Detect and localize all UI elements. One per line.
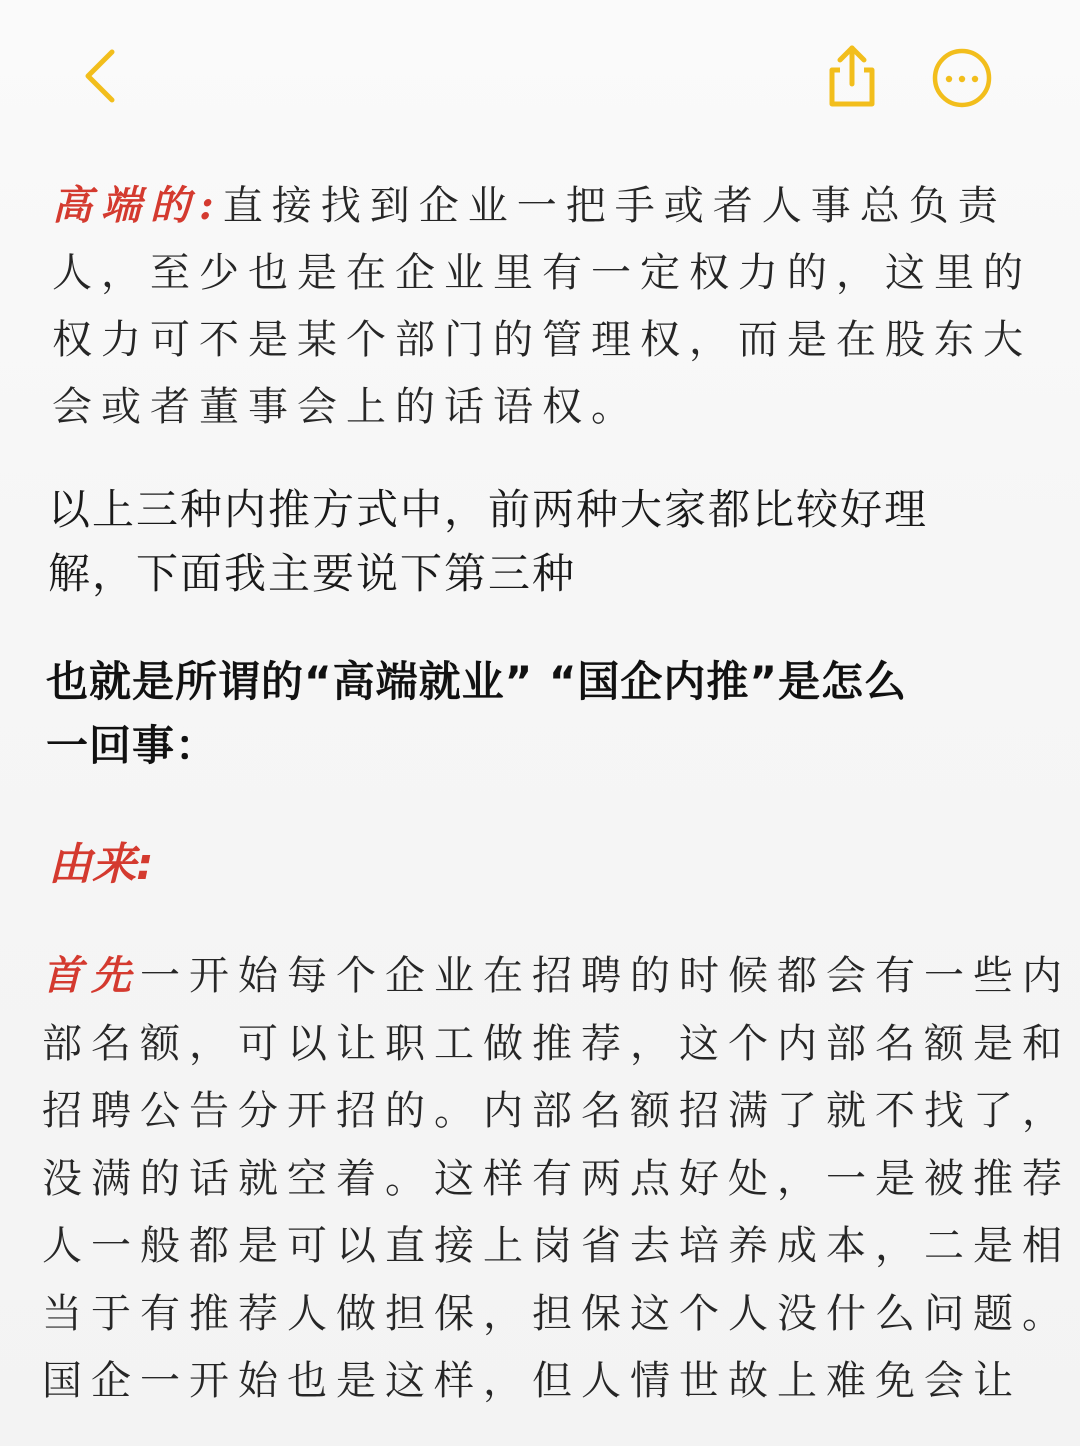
share-icon bbox=[820, 40, 884, 110]
paragraph-summary bbox=[48, 478, 928, 606]
paragraph-line: 人，至少也是在企业里有一定权力的，这里的 bbox=[52, 250, 1032, 296]
paragraph-line: 也就是所谓的“高端就业” “国企内推”是怎么 bbox=[46, 657, 908, 706]
paragraph-line: 人一般都是可以直接上岗省去培养成本，二是相 bbox=[42, 1223, 1071, 1269]
paragraph-origin bbox=[42, 942, 1071, 1416]
more-horizontal-icon bbox=[930, 46, 994, 110]
line-text: 一开始每个企业在招聘的时候都会有一些内 bbox=[140, 953, 1071, 999]
more-button[interactable] bbox=[930, 46, 994, 110]
paragraph-line: 会或者董事会上的话语权。 bbox=[52, 384, 640, 430]
paragraph-bold-question bbox=[46, 650, 907, 778]
chevron-left-icon bbox=[72, 40, 132, 110]
paragraph-line: 招聘公告分开招的。内部名额招满了就不找了， bbox=[42, 1088, 1071, 1134]
section-heading-origin: 由来: bbox=[48, 839, 154, 890]
paragraph-line bbox=[42, 942, 1071, 1011]
paragraph-line: 解，下面我主要说下第三种 bbox=[48, 549, 577, 598]
paragraph-line: 没满的话就空着。这样有两点好处，一是被推荐 bbox=[42, 1155, 1071, 1202]
paragraph-line: 权力可不是某个部门的管理权，而是在股东大 bbox=[52, 317, 1032, 363]
paragraph-line: 以上三种内推方式中，前两种大家都比较好理 bbox=[48, 485, 929, 534]
share-button[interactable] bbox=[820, 40, 884, 110]
paragraph-line: 国企一开始也是这样，但人情世故上难免会让 bbox=[42, 1358, 1022, 1404]
line-text: 直接找到企业一把手或者人事总负责 bbox=[222, 183, 1007, 229]
paragraph-line: 一回事： bbox=[46, 721, 219, 770]
highlight-label: 高端的: bbox=[52, 182, 223, 229]
paragraph-high-end bbox=[52, 172, 1042, 441]
top-navigation-bar bbox=[0, 0, 1080, 150]
paragraph-line: 部名额，可以让职工做推荐，这个内部名额是和 bbox=[42, 1020, 1071, 1067]
paragraph-line bbox=[52, 172, 1042, 240]
highlight-label: 首先 bbox=[42, 952, 140, 999]
paragraph-line: 当于有推荐人做担保，担保这个人没什么问题。 bbox=[42, 1290, 1071, 1337]
back-button[interactable] bbox=[72, 40, 132, 110]
